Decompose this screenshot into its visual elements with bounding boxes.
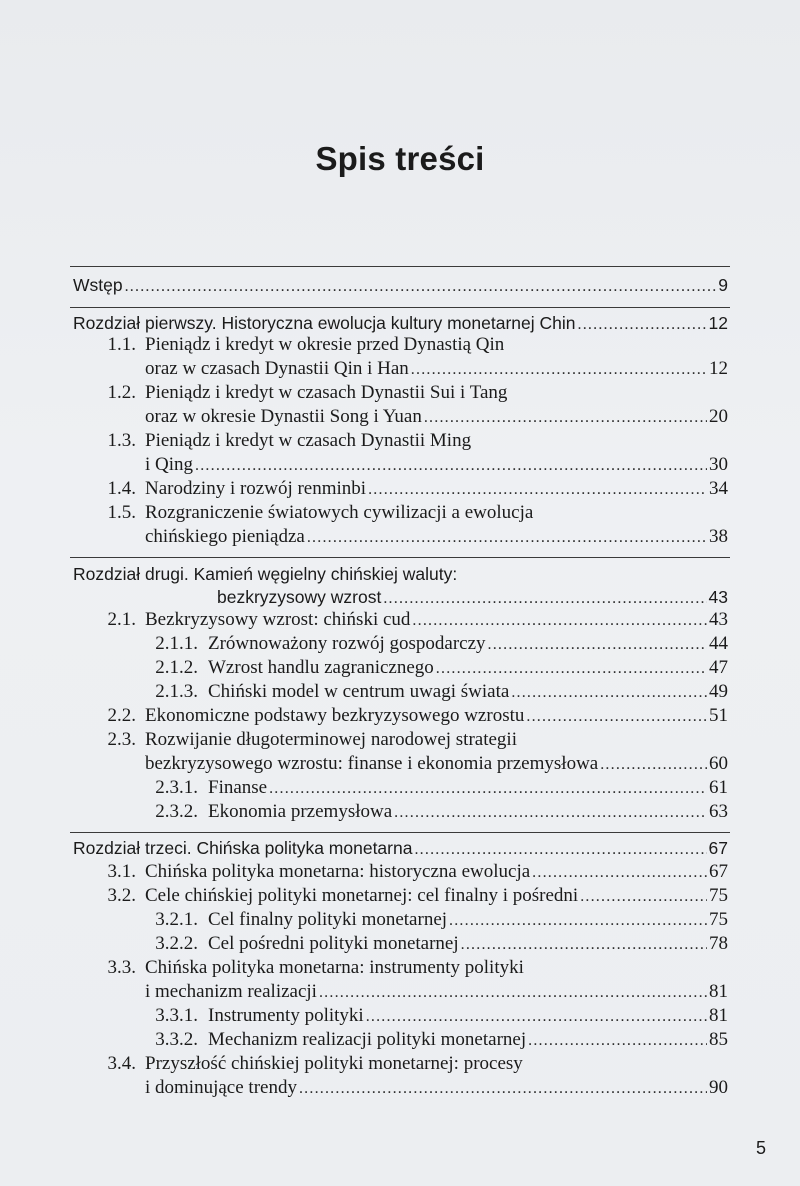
toc-entry-chapter-2[interactable]	[217, 585, 728, 609]
toc-entry-page: 61	[709, 777, 728, 798]
toc-entry-label: Zrównoważony rozwój gospodarczy	[208, 633, 486, 654]
toc-entry-number: 1.5.	[107, 502, 136, 523]
leader-dots	[366, 1005, 707, 1029]
toc-entry-3-3-1[interactable]	[208, 1004, 728, 1028]
toc-entry-label: Cel pośredni polityki monetarnej	[208, 933, 459, 954]
toc-entry-page: 60	[709, 753, 728, 774]
toc-entry-label: bezkryzysowy wzrost	[217, 587, 382, 607]
toc-entry-1-4[interactable]	[145, 477, 728, 501]
leader-dots	[368, 478, 707, 502]
leader-dots	[449, 909, 707, 933]
toc-entry-2-1-1[interactable]	[208, 632, 728, 656]
toc-entry-number: 1.4.	[107, 478, 136, 499]
toc-entry-label[interactable]: Rozgraniczenie światowych cywilizacji a ewolucja	[145, 502, 534, 523]
divider	[70, 557, 730, 558]
toc-entry-page: 49	[709, 681, 728, 702]
toc-entry-number: 3.3.2.	[155, 1029, 198, 1050]
leader-dots	[488, 633, 707, 657]
toc-entry-page: 51	[709, 705, 728, 726]
leader-dots	[511, 681, 707, 705]
leader-dots	[319, 981, 707, 1005]
toc-entry-2-2[interactable]	[145, 704, 728, 728]
toc-entry-label: chińskiego pieniądza	[145, 526, 305, 547]
toc-entry-chapter-1[interactable]	[73, 311, 728, 335]
toc-entry-1-3[interactable]	[145, 453, 728, 477]
toc-entry-page: 47	[709, 657, 728, 678]
toc-entry-1-5[interactable]	[145, 525, 728, 549]
toc-entry-page: 81	[709, 981, 728, 1002]
leader-dots	[580, 885, 707, 909]
toc-entry-page: 85	[709, 1029, 728, 1050]
toc-entry-label: Mechanizm realizacji polityki monetarnej	[208, 1029, 527, 1050]
divider	[70, 832, 730, 833]
toc-entry-number: 3.1.	[107, 861, 136, 882]
toc-entry-2-1-3[interactable]	[208, 680, 728, 704]
toc-entry-number: 1.2.	[107, 382, 136, 403]
toc-entry-label: oraz w okresie Dynastii Song i Yuan	[145, 406, 422, 427]
toc-entry-page: 75	[709, 909, 728, 930]
toc-entry-label: Instrumenty polityki	[208, 1005, 364, 1026]
leader-dots	[532, 861, 707, 885]
toc-entry-label: Finanse	[208, 777, 268, 798]
leader-dots	[195, 454, 707, 478]
toc-entry-page: 38	[709, 526, 728, 547]
toc-entry-label: Narodziny i rozwój renminbi	[145, 478, 367, 499]
toc-entry-number: 2.3.1.	[155, 777, 198, 798]
leader-dots	[307, 526, 707, 550]
leader-dots	[269, 777, 707, 801]
leader-dots	[600, 753, 707, 777]
toc-entry-number: 2.1.2.	[155, 657, 198, 678]
toc-entry-number: 2.2.	[107, 705, 136, 726]
toc-entry-label: Bezkryzysowy wzrost: chiński cud	[145, 609, 411, 630]
page-number: 5	[755, 1138, 766, 1158]
toc-entry-page: 20	[709, 406, 728, 427]
toc-entry-number: 2.3.	[107, 729, 136, 750]
toc-entry-1-2[interactable]	[145, 405, 728, 429]
toc-entry-page: 67	[708, 838, 728, 858]
toc-entry-2-3-1[interactable]	[208, 776, 728, 800]
toc-entry-2-3-2[interactable]	[208, 800, 728, 824]
toc-entry-number: 1.1.	[107, 334, 136, 355]
toc-entry-3-2-1[interactable]	[208, 908, 728, 932]
leader-dots	[412, 609, 707, 633]
toc-entry-page: 81	[709, 1005, 728, 1026]
toc-entry-3-4[interactable]	[145, 1076, 728, 1100]
toc-entry-3-2[interactable]	[145, 884, 728, 908]
toc-entry-chapter-3[interactable]	[73, 836, 728, 860]
toc-entry-number: 3.3.	[107, 957, 136, 978]
toc-entry-page: 30	[709, 454, 728, 475]
toc-entry-number: 3.2.1.	[155, 909, 198, 930]
toc-entry-label[interactable]: Chińska polityka monetarna: instrumenty polityki	[145, 957, 524, 978]
toc-entry-chapter-2-title[interactable]: Rozdział drugi. Kamień węgielny chińskiej waluty:	[73, 564, 458, 584]
toc-entry-number: 3.4.	[107, 1053, 136, 1074]
toc-entry-label: Rozdział pierwszy. Historyczna ewolucja kultury monetarnej Chin	[73, 313, 576, 333]
toc-entry-label: i dominujące trendy	[145, 1077, 297, 1098]
toc-entry-1-1[interactable]	[145, 357, 728, 381]
toc-entry-page: 34	[709, 478, 728, 499]
toc-entry-label[interactable]: Pieniądz i kredyt w okresie przed Dynastią Qin	[145, 334, 505, 355]
leader-dots	[414, 838, 706, 862]
toc-entry-label: Chiński model w centrum uwagi świata	[208, 681, 510, 702]
toc-entry-label: Chińska polityka monetarna: historyczna ewolucja	[145, 861, 531, 882]
toc-entry-label[interactable]: Pieniądz i kredyt w czasach Dynastii Ming	[145, 430, 472, 451]
toc-entry-page: 78	[709, 933, 728, 954]
divider	[70, 307, 730, 308]
toc-entry-2-1-2[interactable]	[208, 656, 728, 680]
toc-entry-number: 2.1.1.	[155, 633, 198, 654]
toc-entry-page: 9	[718, 275, 728, 295]
toc-entry-page: 44	[709, 633, 728, 654]
toc-entry-page: 63	[709, 801, 728, 822]
toc-entry-number: 2.1.	[107, 609, 136, 630]
leader-dots	[436, 657, 707, 681]
leader-dots	[528, 1029, 707, 1053]
toc-entry-number: 3.2.	[107, 885, 136, 906]
leader-dots	[424, 406, 707, 430]
leader-dots	[526, 705, 707, 729]
leader-dots	[411, 358, 707, 382]
toc-entry-3-3-2[interactable]	[208, 1028, 728, 1052]
leader-dots	[299, 1077, 707, 1101]
toc-entry-page: 67	[709, 861, 728, 882]
divider	[70, 266, 730, 267]
toc-entry-page: 43	[709, 609, 728, 630]
toc-entry-3-2-2[interactable]	[208, 932, 728, 956]
toc-entry-number: 1.3.	[107, 430, 136, 451]
toc-entry-2-3[interactable]	[145, 752, 728, 776]
toc-entry-page: 12	[708, 313, 728, 333]
toc-entry-3-1[interactable]	[145, 860, 728, 884]
leader-dots	[578, 313, 707, 337]
toc-entry-page: 90	[709, 1077, 728, 1098]
toc-entry-label: Wzrost handlu zagranicznego	[208, 657, 434, 678]
toc-entry-page: 75	[709, 885, 728, 906]
toc-entry-2-1[interactable]	[145, 608, 728, 632]
leader-dots	[461, 933, 707, 957]
toc-entry-label[interactable]: Pieniądz i kredyt w czasach Dynastii Sui i Tang	[145, 382, 508, 403]
toc-entry-label: i mechanizm realizacji	[145, 981, 317, 1002]
toc-entry-page: 43	[708, 587, 728, 607]
toc-entry-label: Cele chińskiej polityki monetarnej: cel finalny i pośredni	[145, 885, 579, 906]
toc-entry-label[interactable]: Rozwijanie długoterminowej narodowej strategii	[145, 729, 517, 750]
page-title: Spis treści	[315, 140, 485, 177]
toc-entry-number: 2.3.2.	[155, 801, 198, 822]
toc-entry-label: i Qing	[145, 454, 194, 475]
leader-dots	[394, 801, 707, 825]
toc-entry-label: Ekonomiczne podstawy bezkryzysowego wzrostu	[145, 705, 525, 726]
toc-entry-number: 2.1.3.	[155, 681, 198, 702]
toc-entry-label: Cel finalny polityki monetarnej	[208, 909, 448, 930]
leader-dots	[125, 275, 717, 299]
toc-entry-label: Wstęp	[73, 275, 123, 295]
toc-entry-label: Rozdział trzeci. Chińska polityka monetarna	[73, 838, 413, 858]
toc-entry-wstep[interactable]	[73, 273, 728, 297]
toc-entry-number: 3.2.2.	[155, 933, 198, 954]
toc-entry-page: 12	[709, 358, 728, 379]
toc-entry-label[interactable]: Przyszłość chińskiej polityki monetarnej: procesy	[145, 1053, 523, 1074]
toc-entry-label: oraz w czasach Dynastii Qin i Han	[145, 358, 409, 379]
toc-entry-3-3[interactable]	[145, 980, 728, 1004]
toc-entry-label: bezkryzysowego wzrostu: finanse i ekonomia przemysłowa	[145, 753, 599, 774]
toc-entry-label: Ekonomia przemysłowa	[208, 801, 393, 822]
toc-entry-number: 3.3.1.	[155, 1005, 198, 1026]
